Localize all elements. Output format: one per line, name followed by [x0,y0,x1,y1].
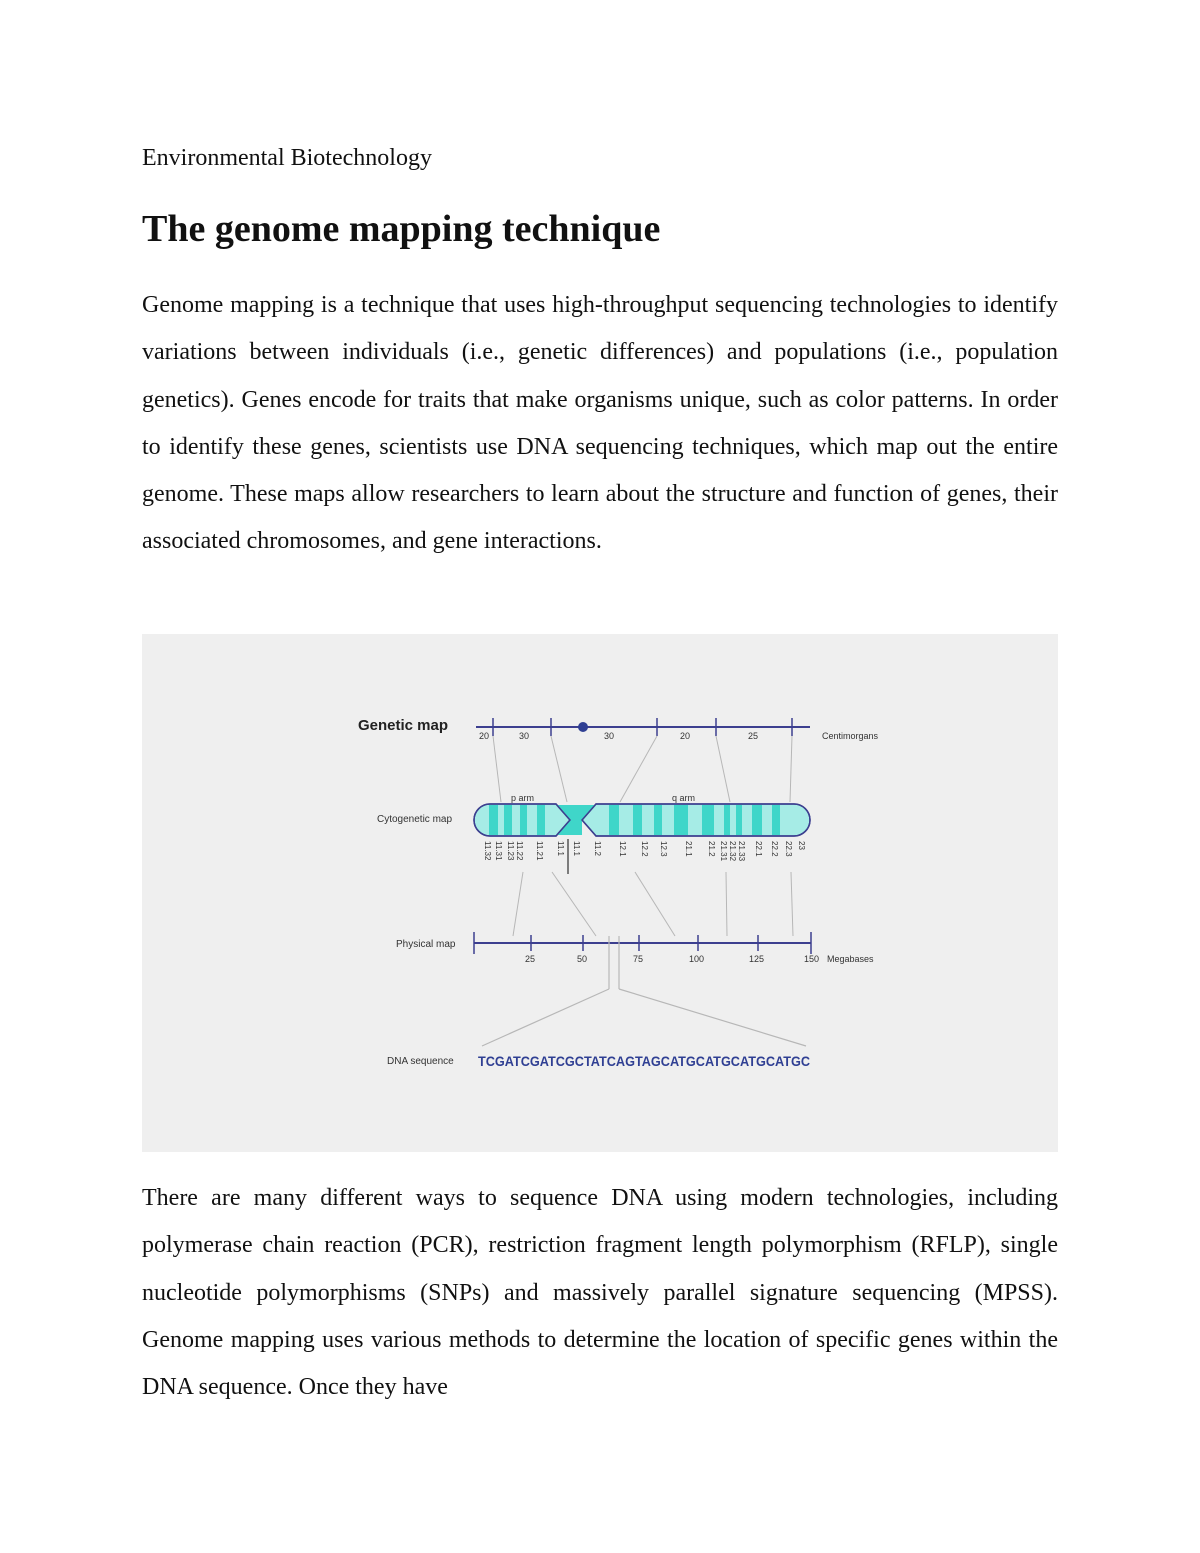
band-label: 22.1 [754,841,763,857]
genetic-tick-label: 20 [680,731,691,741]
genetic-map-label: Genetic map [358,717,449,734]
page-title: The genome mapping technique [142,208,661,250]
course-subject: Environmental Biotechnology [142,145,432,171]
genetic-tick-label: 20 [479,731,490,741]
dna-zoom-lines [482,936,806,1046]
physical-tick-label: 100 [689,954,705,964]
genetic-map-unit: Centimorgans [822,731,879,741]
band-label: 11.23 [506,841,515,861]
band-label: 11.31 [494,841,503,861]
dna-sequence-label: DNA sequence [387,1056,454,1067]
band-label: 21.32 [728,841,737,862]
physical-tick-label: 50 [577,954,588,964]
band-label: 11.32 [483,841,492,861]
genome-map-figure [142,634,1058,1152]
genetic-marker-dot [578,722,588,732]
genetic-connectors [493,736,792,802]
physical-tick-label: 75 [633,954,644,964]
physical-map-label: Physical map [396,939,456,950]
physical-map-unit: Megabases [827,954,874,964]
cytogenetic-map-label: Cytogenetic map [377,814,453,825]
cytogenetic-connectors [513,872,793,936]
band-label: 11.21 [535,841,544,861]
band-label: 11.1 [556,841,565,856]
genetic-tick-label: 30 [519,731,530,741]
band-label: 11.22 [515,841,524,861]
band-label: 12.1 [618,841,627,857]
sequencing-paragraph: There are many different ways to sequence DNA using modern technologies, including polymerase chain reaction (PCR), restriction fragment length polymorphism (RFLP), single nucleotide polymorphisms (SNPs) and massively parallel signature sequencing (MPSS). Genome mapping uses various methods to determine the location of specific genes within the DNA sequence. Once they have [142,1185,1058,1401]
band-label: 21.1 [684,841,693,857]
q-arm-label: q arm [672,793,696,803]
dna-sequence: TCGATCGATCGCTATCAGTAGCATGCATGCATGCATGC [478,1053,810,1069]
genome-map-diagram [142,634,1058,1152]
band-label: 21.33 [737,841,746,862]
physical-tick-label: 125 [749,954,765,964]
band-labels [483,841,806,862]
p-arm-label: p arm [511,793,535,803]
genetic-tick-label: 25 [748,731,759,741]
band-label: 12.2 [640,841,649,857]
physical-tick-label: 25 [525,954,536,964]
genetic-tick-label: 30 [604,731,615,741]
intro-paragraph: Genome mapping is a technique that uses high-throughput sequencing technologies to identify variations between individuals (i.e., genetic differences) and populations (i.e., population genetics). Genes encode for traits that make organisms unique, such as color patterns. In order to identify these genes, scientists use DNA sequencing techniques, which map out the entire genome. These maps allow researchers to learn about the structure and function of genes, their associated chromosomes, and gene interactions. [142,292,1058,555]
chromosome [474,804,810,836]
physical-tick-label: 150 [804,954,820,964]
band-label: 22.3 [784,841,793,857]
band-label: 22.2 [770,841,779,857]
band-label: 11.2 [593,841,602,856]
band-label: 12.3 [659,841,668,857]
band-label: 23 [797,841,806,850]
band-label: 21.2 [707,841,716,857]
band-label: 21.31 [719,841,728,862]
band-label: 11.1 [572,841,581,856]
